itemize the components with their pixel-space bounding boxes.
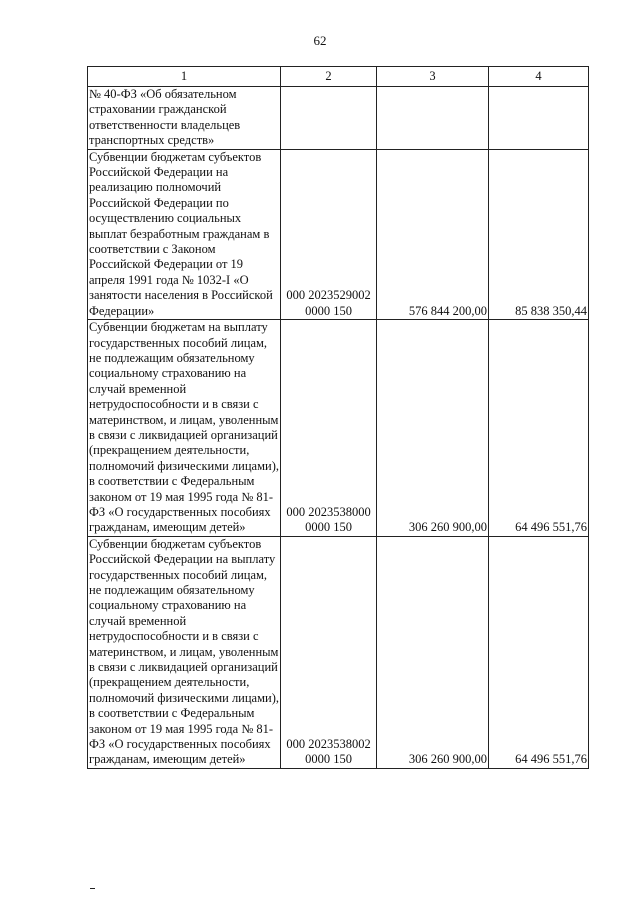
- row-executed: 64 496 551,76: [489, 536, 589, 768]
- row-code: [281, 536, 377, 768]
- row-plan: 576 844 200,00: [377, 149, 489, 319]
- budget-table: [87, 66, 589, 769]
- table-row: [88, 87, 589, 150]
- header-col-3: 3: [377, 67, 489, 87]
- row-code-line1: 000 2023538000: [286, 504, 371, 519]
- row-code-line2: 0000 150: [305, 520, 352, 535]
- row-plan: [377, 87, 489, 150]
- row-plan: 306 260 900,00: [377, 320, 489, 537]
- table-row: [88, 149, 589, 319]
- row-executed: 85 838 350,44: [489, 149, 589, 319]
- row-name: Субвенции бюджетам субъектов Российской Федерации на выплату государственных пособий лицам, не подлежащим обязательному социальному страхованию на случай временной нетрудоспособности и в связи с материнством, и лицам, уволенным в связи с ликвидацией организаций (прекращением деятельности, полномочий физическими лицами), в соответствии с Федеральным законом от 19 мая 1995 года № 81-ФЗ «О государственных пособиях гражданам, имеющим детей»: [89, 536, 279, 767]
- row-code: [281, 149, 377, 319]
- row-code: [281, 320, 377, 537]
- row-executed: [489, 87, 589, 150]
- row-name: Субвенции бюджетам на выплату государственных пособий лицам, не подлежащим обязательному социальному страхованию на случай временной нетрудоспособности и в связи с материнством, и лицам, уволенным в связи с ликвидацией организаций (прекращением деятельности, полномочий физическими лицами), в соответствии с Федеральным законом от 19 мая 1995 года № 81-ФЗ «О государственных пособиях гражданам, имеющим детей»: [89, 320, 279, 535]
- header-col-1: 1: [88, 67, 281, 87]
- table-row: [88, 320, 589, 537]
- row-code-line1: 000 2023529002: [286, 288, 371, 303]
- row-name: № 40-ФЗ «Об обязательном страховании гражданской ответственности владельцев транспортных средств»: [88, 87, 281, 150]
- row-code-line2: 0000 150: [305, 303, 352, 318]
- row-name: Субвенции бюджетам субъектов Российской Федерации на реализацию полномочий Российской Федерации по осуществлению социальных выплат безработным гражданам в соответствии с Законом Российской Федерации от 19 апреля 1991 года № 1032-I «О занятости населения в Российской Федерации»: [88, 149, 281, 319]
- header-col-2: 2: [281, 67, 377, 87]
- page-number: 62: [313, 33, 327, 48]
- row-code: [281, 87, 377, 150]
- row-code-line1: 000 2023538002: [286, 737, 371, 752]
- table-header-row: [88, 67, 589, 87]
- row-plan: 306 260 900,00: [377, 536, 489, 768]
- row-code-line2: 0000 150: [305, 752, 352, 767]
- footer-dash-mark: [90, 888, 95, 889]
- header-col-4: 4: [489, 67, 589, 87]
- row-executed: 64 496 551,76: [489, 320, 589, 537]
- table-row: [88, 536, 589, 768]
